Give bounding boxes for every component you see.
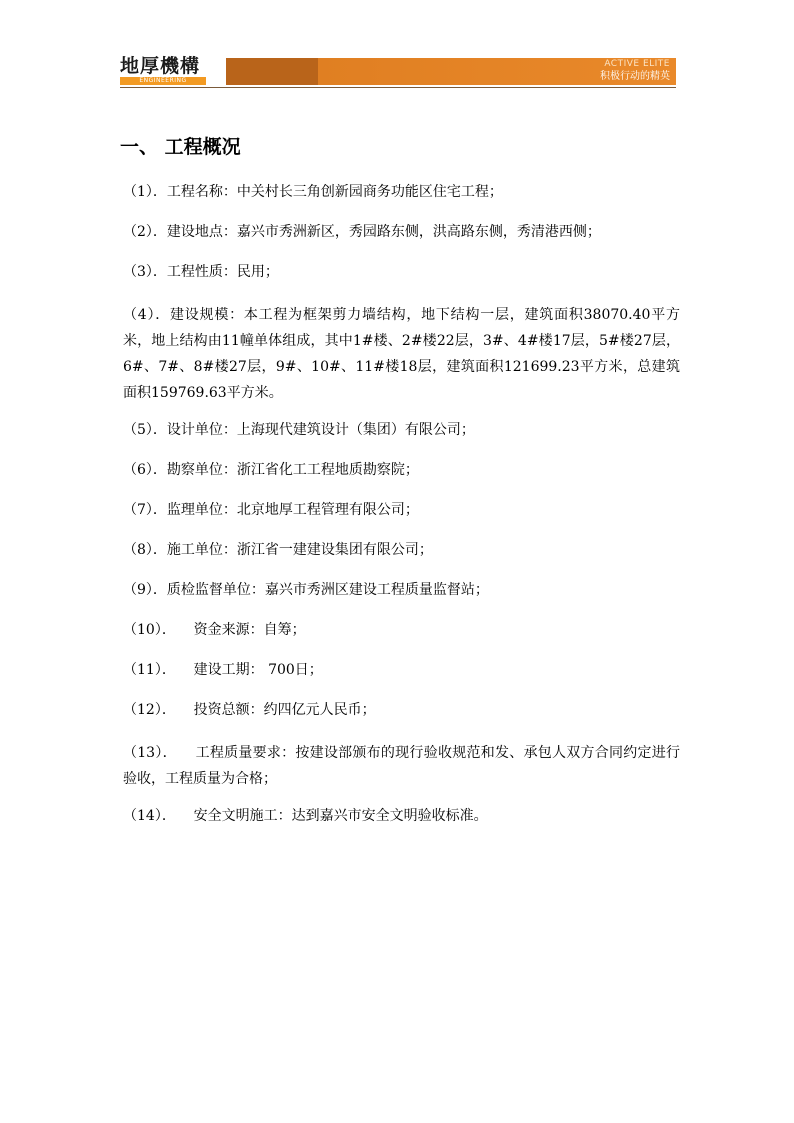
list-item [120,420,680,441]
header-bar-dark [226,58,318,85]
item-number: （9）． [123,582,167,598]
item-text: 投资总额：约四亿元人民币； [193,702,376,718]
list-item [120,540,680,561]
item-number: （5）． [123,422,167,438]
item-number: （3）． [123,264,167,280]
list-item [120,222,680,243]
item-text: 施工单位：浙江省一建建设集团有限公司； [166,542,433,558]
list-item [120,460,680,481]
company-logo [120,56,206,86]
tagline-chinese: 积极行动的精英 [600,71,670,82]
item-number: （6）． [123,462,167,478]
item-number: （7）． [123,502,167,518]
item-number: （2）． [123,224,167,240]
list-item [120,660,680,681]
item-text: 监理单位：北京地厚工程管理有限公司； [166,502,419,518]
document-body [120,132,680,846]
item-text: 质检监督单位：嘉兴市秀洲区建设工程质量监督站； [166,582,489,598]
list-item [120,740,680,792]
item-number: （11）． [123,662,194,678]
item-text: 设计单位：上海现代建筑设计（集团）有限公司； [166,422,475,438]
item-text: 工程质量要求：按建设部颁布的现行验收规范和发、承包人双方合同约定进行验收，工程质量为合格； [123,745,680,787]
item-number: （12）． [123,702,194,718]
item-number: （4）． [123,307,170,323]
item-number: （14）． [123,808,194,824]
header-bar-light [318,58,676,85]
section-title: 一、 工程概况 [120,136,241,158]
list-item [120,500,680,521]
header-divider [120,87,676,88]
item-text: 工程性质：民用； [166,264,279,280]
item-text: 建设工期： 700日； [193,662,323,678]
tagline-english: ACTIVE ELITE [604,59,670,69]
item-text: 安全文明施工：达到嘉兴市安全文明验收标准。 [193,808,488,824]
list-item [120,262,680,283]
item-number: （13）． [123,745,196,761]
list-item [120,302,680,406]
item-number: （8）． [123,542,167,558]
item-text: 建设地点：嘉兴市秀洲新区，秀园路东侧，洪高路东侧，秀清港西侧； [166,224,601,240]
list-item [120,700,680,721]
item-text: 建设规模：本工程为框架剪力墙结构，地下结构一层，建筑面积38070.40平方米，地上结构由11幢单体组成，其中1#楼、2#楼22层，3#、4#楼17层，5#楼27层，6#、7#、8#楼27层，9#、10#、11#楼18层，建筑面积121699.23平方米，总建筑面积159769.63平方米。 [123,307,680,401]
logo-text: 地厚機構 [120,55,201,77]
page-header [120,52,676,90]
logo-subtext: ENGINEERING [120,77,206,85]
item-text: 工程名称：中关村长三角创新园商务功能区住宅工程； [166,184,503,200]
list-item [120,806,680,827]
item-number: （1）． [123,184,167,200]
list-item [120,580,680,601]
item-number: （10）． [123,622,194,638]
list-item [120,620,680,641]
item-text: 资金来源：自筹； [193,622,306,638]
item-text: 勘察单位：浙江省化工工程地质勘察院； [166,462,419,478]
list-item [120,182,680,203]
